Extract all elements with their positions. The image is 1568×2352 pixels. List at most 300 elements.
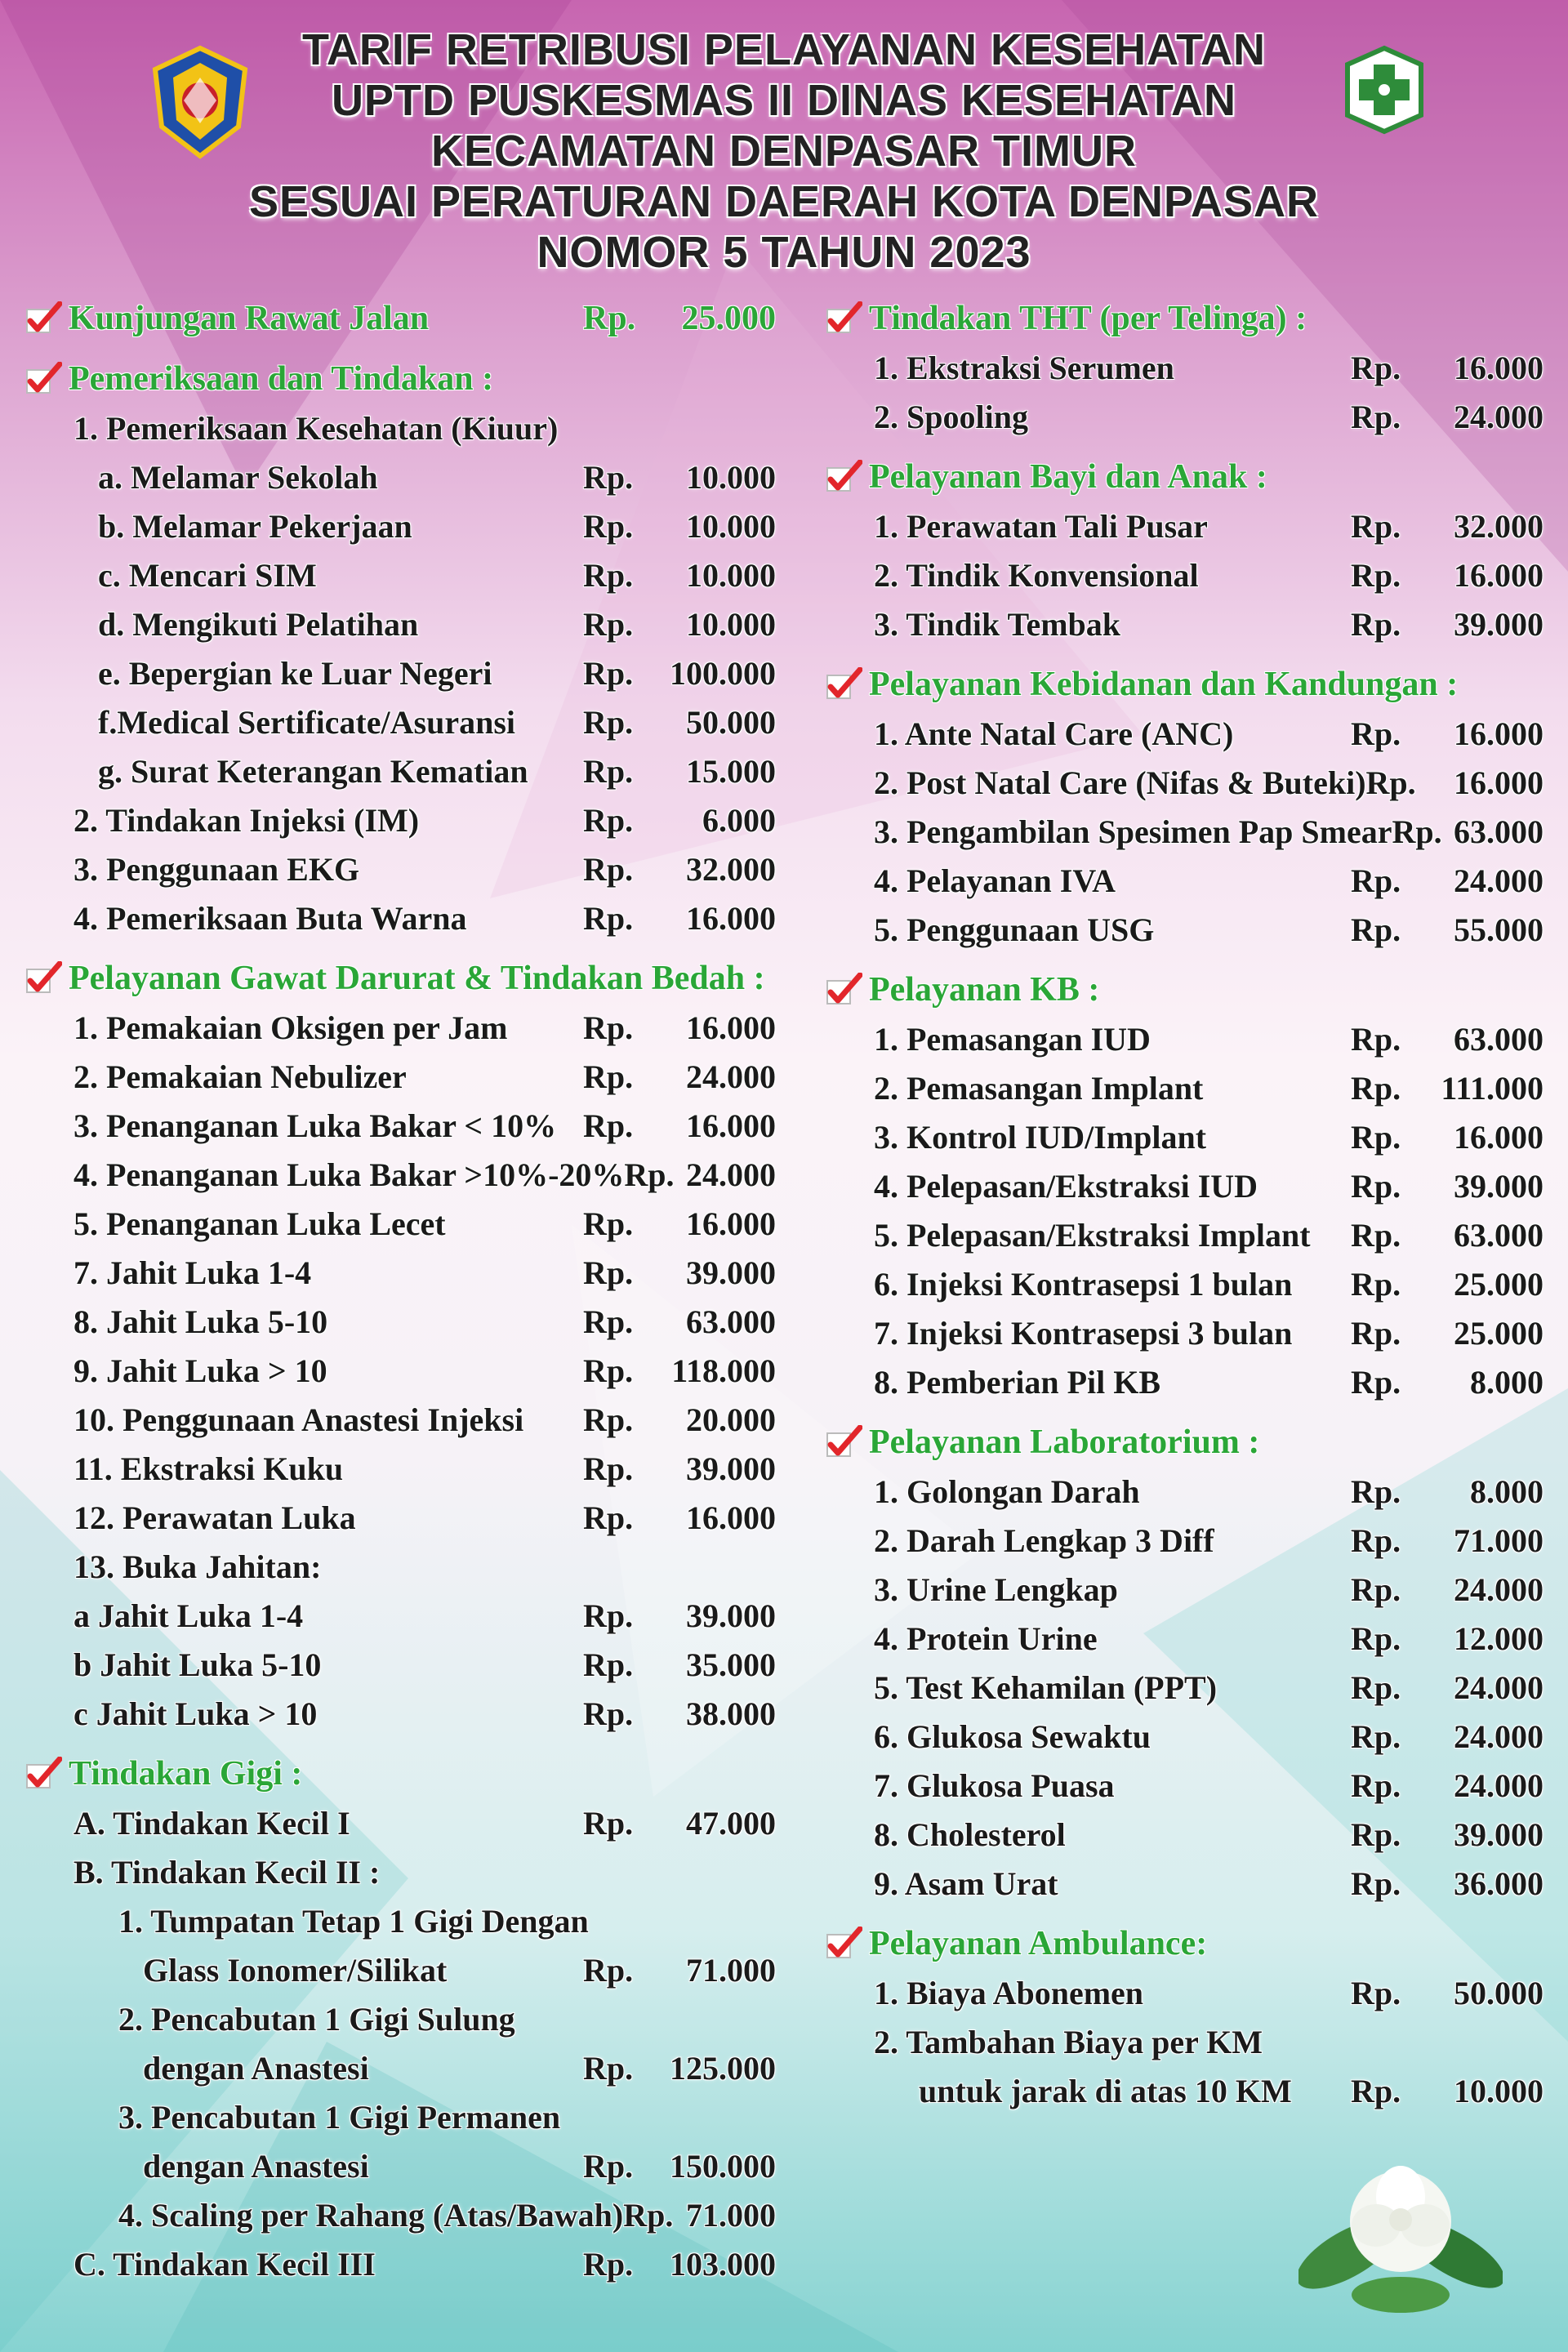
currency-label: Rp. xyxy=(1392,813,1442,850)
price-value: 32.000 xyxy=(686,850,776,888)
currency-label: Rp. xyxy=(583,801,634,839)
service-label: 9. Asam Urat xyxy=(874,1864,1058,1902)
service-label: dengan Anastesi xyxy=(143,2049,369,2087)
price-row xyxy=(24,844,776,893)
price-value: 150.000 xyxy=(670,2147,776,2185)
price-row xyxy=(24,550,776,599)
price-row xyxy=(825,1308,1544,1357)
service-section xyxy=(825,965,1544,1406)
currency-label: Rp. xyxy=(1351,1069,1401,1107)
service-label: b. Melamar Pekerjaan xyxy=(98,507,412,545)
currency-label: Rp. xyxy=(583,2049,634,2087)
currency-label: Rp. xyxy=(583,1058,634,1095)
currency-label: Rp. xyxy=(1351,605,1401,643)
price-value: 20.000 xyxy=(686,1401,776,1438)
price-row xyxy=(24,452,776,501)
service-label: untuk jarak di atas 10 KM xyxy=(919,2072,1292,2109)
service-label: 3. Pencabutan 1 Gigi Permanen xyxy=(118,2098,561,2136)
service-label: b Jahit Luka 5-10 xyxy=(74,1646,322,1683)
service-label: 1. Perawatan Tali Pusar xyxy=(874,507,1208,545)
currency-label: Rp. xyxy=(623,2196,674,2234)
price-row xyxy=(825,1614,1544,1663)
price-row xyxy=(825,1467,1544,1516)
price-value: 16.000 xyxy=(686,1107,776,1144)
price-value: 111.000 xyxy=(1441,1069,1544,1107)
currency-label: Rp. xyxy=(583,752,634,790)
price-value: 25.000 xyxy=(1454,1265,1544,1303)
currency-label: Rp. xyxy=(1351,398,1401,435)
price-row xyxy=(24,2190,776,2239)
currency-label: Rp. xyxy=(1351,1167,1401,1205)
header-line-3: KECAMATAN DENPASAR TIMUR xyxy=(431,127,1137,176)
service-label: 2. Tindakan Injeksi (IM) xyxy=(74,801,420,839)
service-label: 7. Glukosa Puasa xyxy=(874,1766,1115,1804)
price-row xyxy=(24,1444,776,1493)
currency-label: Rp. xyxy=(583,1450,634,1487)
price-value: 10.000 xyxy=(686,458,776,496)
currency-label: Rp. xyxy=(624,1156,675,1193)
service-label: Glass Ionomer/Silikat xyxy=(143,1951,448,1989)
price-value: 24.000 xyxy=(1454,862,1544,899)
section-title xyxy=(825,660,1544,709)
price-row xyxy=(24,1994,776,2043)
price-value: 16.000 xyxy=(686,1499,776,1536)
currency-label: Rp. xyxy=(583,1804,634,1842)
price-row xyxy=(825,856,1544,905)
currency-label: Rp. xyxy=(1351,1265,1401,1303)
price-value: 24.000 xyxy=(1454,398,1544,435)
price-value: 50.000 xyxy=(686,703,776,741)
price-value: 16.000 xyxy=(686,1205,776,1242)
price-value: 16.000 xyxy=(1454,715,1544,752)
price-row xyxy=(825,1663,1544,1712)
currency-label: Rp. xyxy=(583,1205,634,1242)
service-label: 8. Jahit Luka 5-10 xyxy=(74,1303,328,1340)
price-value: 12.000 xyxy=(1454,1619,1544,1657)
service-label: A. Tindakan Kecil I xyxy=(74,1804,350,1842)
service-label: 3. Kontrol IUD/Implant xyxy=(874,1118,1207,1156)
price-row xyxy=(24,893,776,942)
service-label: 4. Pemeriksaan Buta Warna xyxy=(74,899,467,937)
currency-label: Rp. xyxy=(583,703,634,741)
service-label: 2. Tambahan Biaya per KM xyxy=(874,2023,1263,2060)
service-label: 10. Penggunaan Anastesi Injeksi xyxy=(74,1401,524,1438)
header-line-2: UPTD PUSKESMAS II DINAS KESEHATAN xyxy=(331,76,1237,125)
price-value: 15.000 xyxy=(686,752,776,790)
currency-label: Rp. xyxy=(1351,1668,1401,1706)
service-label: 5. Penanganan Luka Lecet xyxy=(74,1205,446,1242)
service-label: 6. Glukosa Sewaktu xyxy=(874,1717,1151,1755)
price-value: 36.000 xyxy=(1454,1864,1544,1902)
price-row xyxy=(24,1346,776,1395)
section-title-label: Pelayanan Ambulance: xyxy=(869,1925,1208,1962)
section-title xyxy=(24,354,776,403)
currency-label: Rp. xyxy=(1351,1766,1401,1804)
service-label: 1. Pemeriksaan Kesehatan (Kiuur) xyxy=(74,409,559,447)
price-value: 125.000 xyxy=(670,2049,776,2087)
service-label: 9. Jahit Luka > 10 xyxy=(74,1352,327,1389)
service-label: 5. Pelepasan/Ekstraksi Implant xyxy=(874,1216,1311,1254)
currency-label: Rp. xyxy=(1351,1864,1401,1902)
service-section xyxy=(24,354,776,942)
checkmark-icon xyxy=(825,973,862,1007)
currency-label: Rp. xyxy=(583,507,634,545)
currency-label: Rp. xyxy=(1351,1216,1401,1254)
service-label: 1. Biaya Abonemen xyxy=(874,1974,1144,2011)
service-label: f.Medical Sertificate/Asuransi xyxy=(98,703,515,741)
service-label: 1. Tumpatan Tetap 1 Gigi Dengan xyxy=(118,1902,589,1940)
price-row xyxy=(24,599,776,648)
price-row xyxy=(24,1591,776,1640)
currency-label: Rp. xyxy=(583,850,634,888)
section-amount xyxy=(583,299,776,338)
price-row xyxy=(24,1640,776,1689)
price-row xyxy=(825,1565,1544,1614)
price-value: 39.000 xyxy=(686,1254,776,1291)
price-row xyxy=(825,709,1544,758)
currency-label: Rp. xyxy=(583,605,634,643)
section-title xyxy=(24,1749,776,1798)
price-row xyxy=(825,392,1544,441)
price-row xyxy=(24,501,776,550)
price-row xyxy=(24,746,776,795)
price-value: 10.000 xyxy=(686,605,776,643)
price-value: 55.000 xyxy=(1454,911,1544,948)
currency-label: Rp. xyxy=(1351,715,1401,752)
price-value: 71.000 xyxy=(686,1951,776,1989)
currency-label: Rp. xyxy=(583,1107,634,1144)
left-column xyxy=(24,294,776,2300)
checkmark-icon xyxy=(825,301,862,336)
price-value: 63.000 xyxy=(686,1303,776,1340)
price-row xyxy=(825,1712,1544,1761)
price-row xyxy=(825,1968,1544,2017)
currency-label: Rp. xyxy=(583,1951,634,1989)
service-label: 7. Injeksi Kontrasepsi 3 bulan xyxy=(874,1314,1293,1352)
currency-label: Rp. xyxy=(583,1352,634,1389)
service-label: 11. Ekstraksi Kuku xyxy=(74,1450,344,1487)
currency-label: Rp. xyxy=(1365,764,1416,801)
price-value: 39.000 xyxy=(1454,1167,1544,1205)
service-label: 5. Test Kehamilan (PPT) xyxy=(874,1668,1218,1706)
price-value: 100.000 xyxy=(670,654,776,692)
section-title xyxy=(825,452,1544,501)
currency-label: Rp. xyxy=(1351,862,1401,899)
service-label: 3. Tindik Tembak xyxy=(874,605,1121,643)
price-value: 24.000 xyxy=(1454,1570,1544,1608)
currency-label: Rp. xyxy=(1351,349,1401,386)
price-value: 71.000 xyxy=(1454,1521,1544,1559)
price-row xyxy=(825,1063,1544,1112)
header-line-5: NOMOR 5 TAHUN 2023 xyxy=(537,228,1031,277)
service-label: 1. Pemakaian Oksigen per Jam xyxy=(74,1009,508,1046)
checkmark-icon xyxy=(825,460,862,494)
service-label: 8. Cholesterol xyxy=(874,1815,1066,1853)
checkmark-icon xyxy=(825,667,862,702)
price-row xyxy=(825,1357,1544,1406)
price-row xyxy=(24,1847,776,1896)
currency-label: Rp. xyxy=(583,1695,634,1732)
price-row xyxy=(24,1896,776,1945)
section-title-label: Kunjungan Rawat Jalan xyxy=(69,300,430,337)
service-label: c Jahit Luka > 10 xyxy=(74,1695,318,1732)
currency-label: Rp. xyxy=(1351,1314,1401,1352)
price-row xyxy=(825,1761,1544,1810)
section-title-label: Tindakan Gigi : xyxy=(69,1755,303,1793)
price-row xyxy=(825,2066,1544,2115)
price-value: 16.000 xyxy=(1454,1118,1544,1156)
price-value: 10.000 xyxy=(686,556,776,594)
price-value: 50.000 xyxy=(1454,1974,1544,2011)
service-label: 2. Pencabutan 1 Gigi Sulung xyxy=(118,2000,515,2038)
service-label: 13. Buka Jahitan: xyxy=(74,1548,322,1585)
currency-label: Rp. xyxy=(1351,1118,1401,1156)
currency-label: Rp. xyxy=(583,556,634,594)
price-row xyxy=(24,403,776,452)
header-line-4: SESUAI PERATURAN DAERAH KOTA DENPASAR xyxy=(248,177,1320,226)
service-label: c. Mencari SIM xyxy=(98,556,317,594)
price-value: 10.000 xyxy=(686,507,776,545)
price-value: 24.000 xyxy=(686,1156,776,1193)
price-value: 6.000 xyxy=(702,801,776,839)
currency-label: Rp. xyxy=(583,1597,634,1634)
service-label: g. Surat Keterangan Kematian xyxy=(98,752,528,790)
price-row xyxy=(825,1810,1544,1859)
currency-label: Rp. xyxy=(1351,1521,1401,1559)
price-row xyxy=(825,550,1544,599)
service-label: 2. Spooling xyxy=(874,398,1028,435)
checkmark-icon xyxy=(24,1757,62,1791)
currency-label: Rp. xyxy=(583,1303,634,1340)
price-value: 47.000 xyxy=(686,1804,776,1842)
service-label: 2. Pemakaian Nebulizer xyxy=(74,1058,407,1095)
section-title-label: Pelayanan Gawat Darurat & Tindakan Bedah : xyxy=(69,960,765,997)
currency-label: Rp. xyxy=(1351,1717,1401,1755)
currency-label: Rp. xyxy=(1351,1363,1401,1401)
service-section xyxy=(825,452,1544,648)
price-row xyxy=(24,1542,776,1591)
currency-label: Rp. xyxy=(583,1499,634,1536)
price-value: 32.000 xyxy=(1454,507,1544,545)
price-row xyxy=(825,343,1544,392)
currency-label: Rp. xyxy=(583,1401,634,1438)
service-label: 6. Injeksi Kontrasepsi 1 bulan xyxy=(874,1265,1293,1303)
service-label: 2. Post Natal Care (Nifas & Buteki) xyxy=(874,764,1366,801)
section-title-label: Pelayanan Bayi dan Anak : xyxy=(869,458,1267,496)
price-row xyxy=(825,807,1544,856)
header-line-1: TARIF RETRIBUSI PELAYANAN KESEHATAN xyxy=(301,25,1267,74)
section-title-label: Pelayanan Laboratorium : xyxy=(869,1423,1260,1461)
price-row xyxy=(24,648,776,697)
service-label: 5. Penggunaan USG xyxy=(874,911,1155,948)
price-value: 39.000 xyxy=(1454,1815,1544,1853)
service-label: dengan Anastesi xyxy=(143,2147,369,2185)
price-row xyxy=(24,1689,776,1738)
service-label: d. Mengikuti Pelatihan xyxy=(98,605,419,643)
price-value: 25.000 xyxy=(681,300,776,337)
section-title-label: Pelayanan KB : xyxy=(869,971,1100,1009)
section-title-label: Tindakan THT (per Telinga) : xyxy=(869,300,1307,337)
section-title xyxy=(825,294,1544,343)
service-label: 12. Perawatan Luka xyxy=(74,1499,356,1536)
price-value: 35.000 xyxy=(686,1646,776,1683)
price-row xyxy=(24,795,776,844)
section-title xyxy=(24,294,776,343)
gardenia-flower-icon xyxy=(1298,2132,1503,2319)
service-section xyxy=(24,294,776,343)
poster-header xyxy=(0,24,1568,278)
price-row xyxy=(24,1199,776,1248)
section-title-label: Pemeriksaan dan Tindakan : xyxy=(69,360,494,398)
price-row xyxy=(24,2141,776,2190)
service-label: 4. Protein Urine xyxy=(874,1619,1098,1657)
price-value: 16.000 xyxy=(686,899,776,937)
price-row xyxy=(825,1112,1544,1161)
currency-label: Rp. xyxy=(1351,1020,1401,1058)
service-section xyxy=(825,294,1544,441)
checkmark-icon xyxy=(825,1927,862,1961)
section-title xyxy=(825,1919,1544,1968)
price-row xyxy=(825,1014,1544,1063)
currency-label: Rp. xyxy=(583,654,634,692)
price-value: 16.000 xyxy=(1454,764,1544,801)
price-row xyxy=(825,1161,1544,1210)
service-section xyxy=(825,660,1544,954)
price-row xyxy=(825,758,1544,807)
price-value: 38.000 xyxy=(686,1695,776,1732)
price-row xyxy=(24,2092,776,2141)
service-label: 1. Ante Natal Care (ANC) xyxy=(874,715,1234,752)
currency-label: Rp. xyxy=(1351,1472,1401,1510)
currency-label: Rp. xyxy=(583,458,634,496)
section-title xyxy=(825,965,1544,1014)
currency-label: Rp. xyxy=(1351,556,1401,594)
checkmark-icon xyxy=(24,961,62,996)
service-label: a Jahit Luka 1-4 xyxy=(74,1597,304,1634)
currency-label: Rp. xyxy=(583,300,636,337)
price-row xyxy=(24,697,776,746)
currency-label: Rp. xyxy=(583,1009,634,1046)
currency-label: Rp. xyxy=(1351,507,1401,545)
price-row xyxy=(24,1798,776,1847)
price-row xyxy=(825,1516,1544,1565)
service-label: B. Tindakan Kecil II : xyxy=(74,1853,381,1891)
price-row xyxy=(825,2017,1544,2066)
currency-label: Rp. xyxy=(583,1254,634,1291)
service-label: 2. Pemasangan Implant xyxy=(874,1069,1204,1107)
service-label: 1. Golongan Darah xyxy=(874,1472,1140,1510)
service-label: 2. Darah Lengkap 3 Diff xyxy=(874,1521,1214,1559)
service-label: a. Melamar Sekolah xyxy=(98,458,378,496)
service-label: C. Tindakan Kecil III xyxy=(74,2245,376,2283)
price-row xyxy=(24,1297,776,1346)
currency-label: Rp. xyxy=(583,899,634,937)
service-label: 8. Pemberian Pil KB xyxy=(874,1363,1161,1401)
price-value: 8.000 xyxy=(1470,1363,1544,1401)
service-label: 3. Penanganan Luka Bakar < 10% xyxy=(74,1107,557,1144)
price-row xyxy=(24,1101,776,1150)
currency-label: Rp. xyxy=(1351,911,1401,948)
price-row xyxy=(825,501,1544,550)
price-row xyxy=(825,599,1544,648)
price-value: 16.000 xyxy=(1454,349,1544,386)
service-section xyxy=(24,1749,776,2288)
service-label: 7. Jahit Luka 1-4 xyxy=(74,1254,312,1291)
service-label: 1. Pemasangan IUD xyxy=(874,1020,1151,1058)
price-row xyxy=(24,1003,776,1052)
right-column xyxy=(825,294,1544,2127)
service-label: 4. Pelepasan/Ekstraksi IUD xyxy=(874,1167,1258,1205)
service-label: 4. Pelayanan IVA xyxy=(874,862,1116,899)
price-value: 63.000 xyxy=(1454,813,1544,850)
price-value: 118.000 xyxy=(671,1352,776,1389)
price-value: 103.000 xyxy=(670,2245,776,2283)
section-title xyxy=(24,954,776,1003)
price-row xyxy=(24,1493,776,1542)
currency-label: Rp. xyxy=(1351,1619,1401,1657)
price-value: 63.000 xyxy=(1454,1020,1544,1058)
currency-label: Rp. xyxy=(583,2245,634,2283)
price-value: 24.000 xyxy=(1454,1766,1544,1804)
currency-label: Rp. xyxy=(1351,2072,1401,2109)
price-row xyxy=(825,905,1544,954)
price-value: 71.000 xyxy=(686,2196,776,2234)
price-row xyxy=(825,1210,1544,1259)
price-row xyxy=(825,1259,1544,1308)
price-row xyxy=(24,1150,776,1199)
price-row xyxy=(24,1395,776,1444)
checkmark-icon xyxy=(24,301,62,336)
price-row xyxy=(24,1248,776,1297)
section-title xyxy=(825,1418,1544,1467)
service-label: 4. Scaling per Rahang (Atas/Bawah) xyxy=(118,2196,624,2234)
price-row xyxy=(24,2043,776,2092)
service-section xyxy=(825,1919,1544,2115)
currency-label: Rp. xyxy=(583,1646,634,1683)
price-row xyxy=(24,1945,776,1994)
service-section xyxy=(825,1418,1544,1908)
price-value: 24.000 xyxy=(1454,1668,1544,1706)
price-value: 16.000 xyxy=(686,1009,776,1046)
service-label: 1. Ekstraksi Serumen xyxy=(874,349,1174,386)
currency-label: Rp. xyxy=(1351,1815,1401,1853)
section-title-label: Pelayanan Kebidanan dan Kandungan : xyxy=(869,666,1459,703)
price-value: 24.000 xyxy=(686,1058,776,1095)
price-value: 24.000 xyxy=(1454,1717,1544,1755)
currency-label: Rp. xyxy=(583,2147,634,2185)
price-value: 10.000 xyxy=(1454,2072,1544,2109)
service-label: 4. Penanganan Luka Bakar >10%-20% xyxy=(74,1156,625,1193)
price-row xyxy=(24,2239,776,2288)
checkmark-icon xyxy=(825,1425,862,1459)
price-value: 63.000 xyxy=(1454,1216,1544,1254)
checkmark-icon xyxy=(24,362,62,396)
service-label: 3. Urine Lengkap xyxy=(874,1570,1118,1608)
price-value: 8.000 xyxy=(1470,1472,1544,1510)
service-label: 2. Tindik Konvensional xyxy=(874,556,1199,594)
price-row xyxy=(825,1859,1544,1908)
service-label: e. Bepergian ke Luar Negeri xyxy=(98,654,492,692)
currency-label: Rp. xyxy=(1351,1570,1401,1608)
price-value: 16.000 xyxy=(1454,556,1544,594)
service-section xyxy=(24,954,776,1738)
price-value: 25.000 xyxy=(1454,1314,1544,1352)
price-value: 39.000 xyxy=(686,1450,776,1487)
price-value: 39.000 xyxy=(686,1597,776,1634)
service-label: 3. Pengambilan Spesimen Pap Smear xyxy=(874,813,1392,850)
currency-label: Rp. xyxy=(1351,1974,1401,2011)
price-value: 39.000 xyxy=(1454,605,1544,643)
